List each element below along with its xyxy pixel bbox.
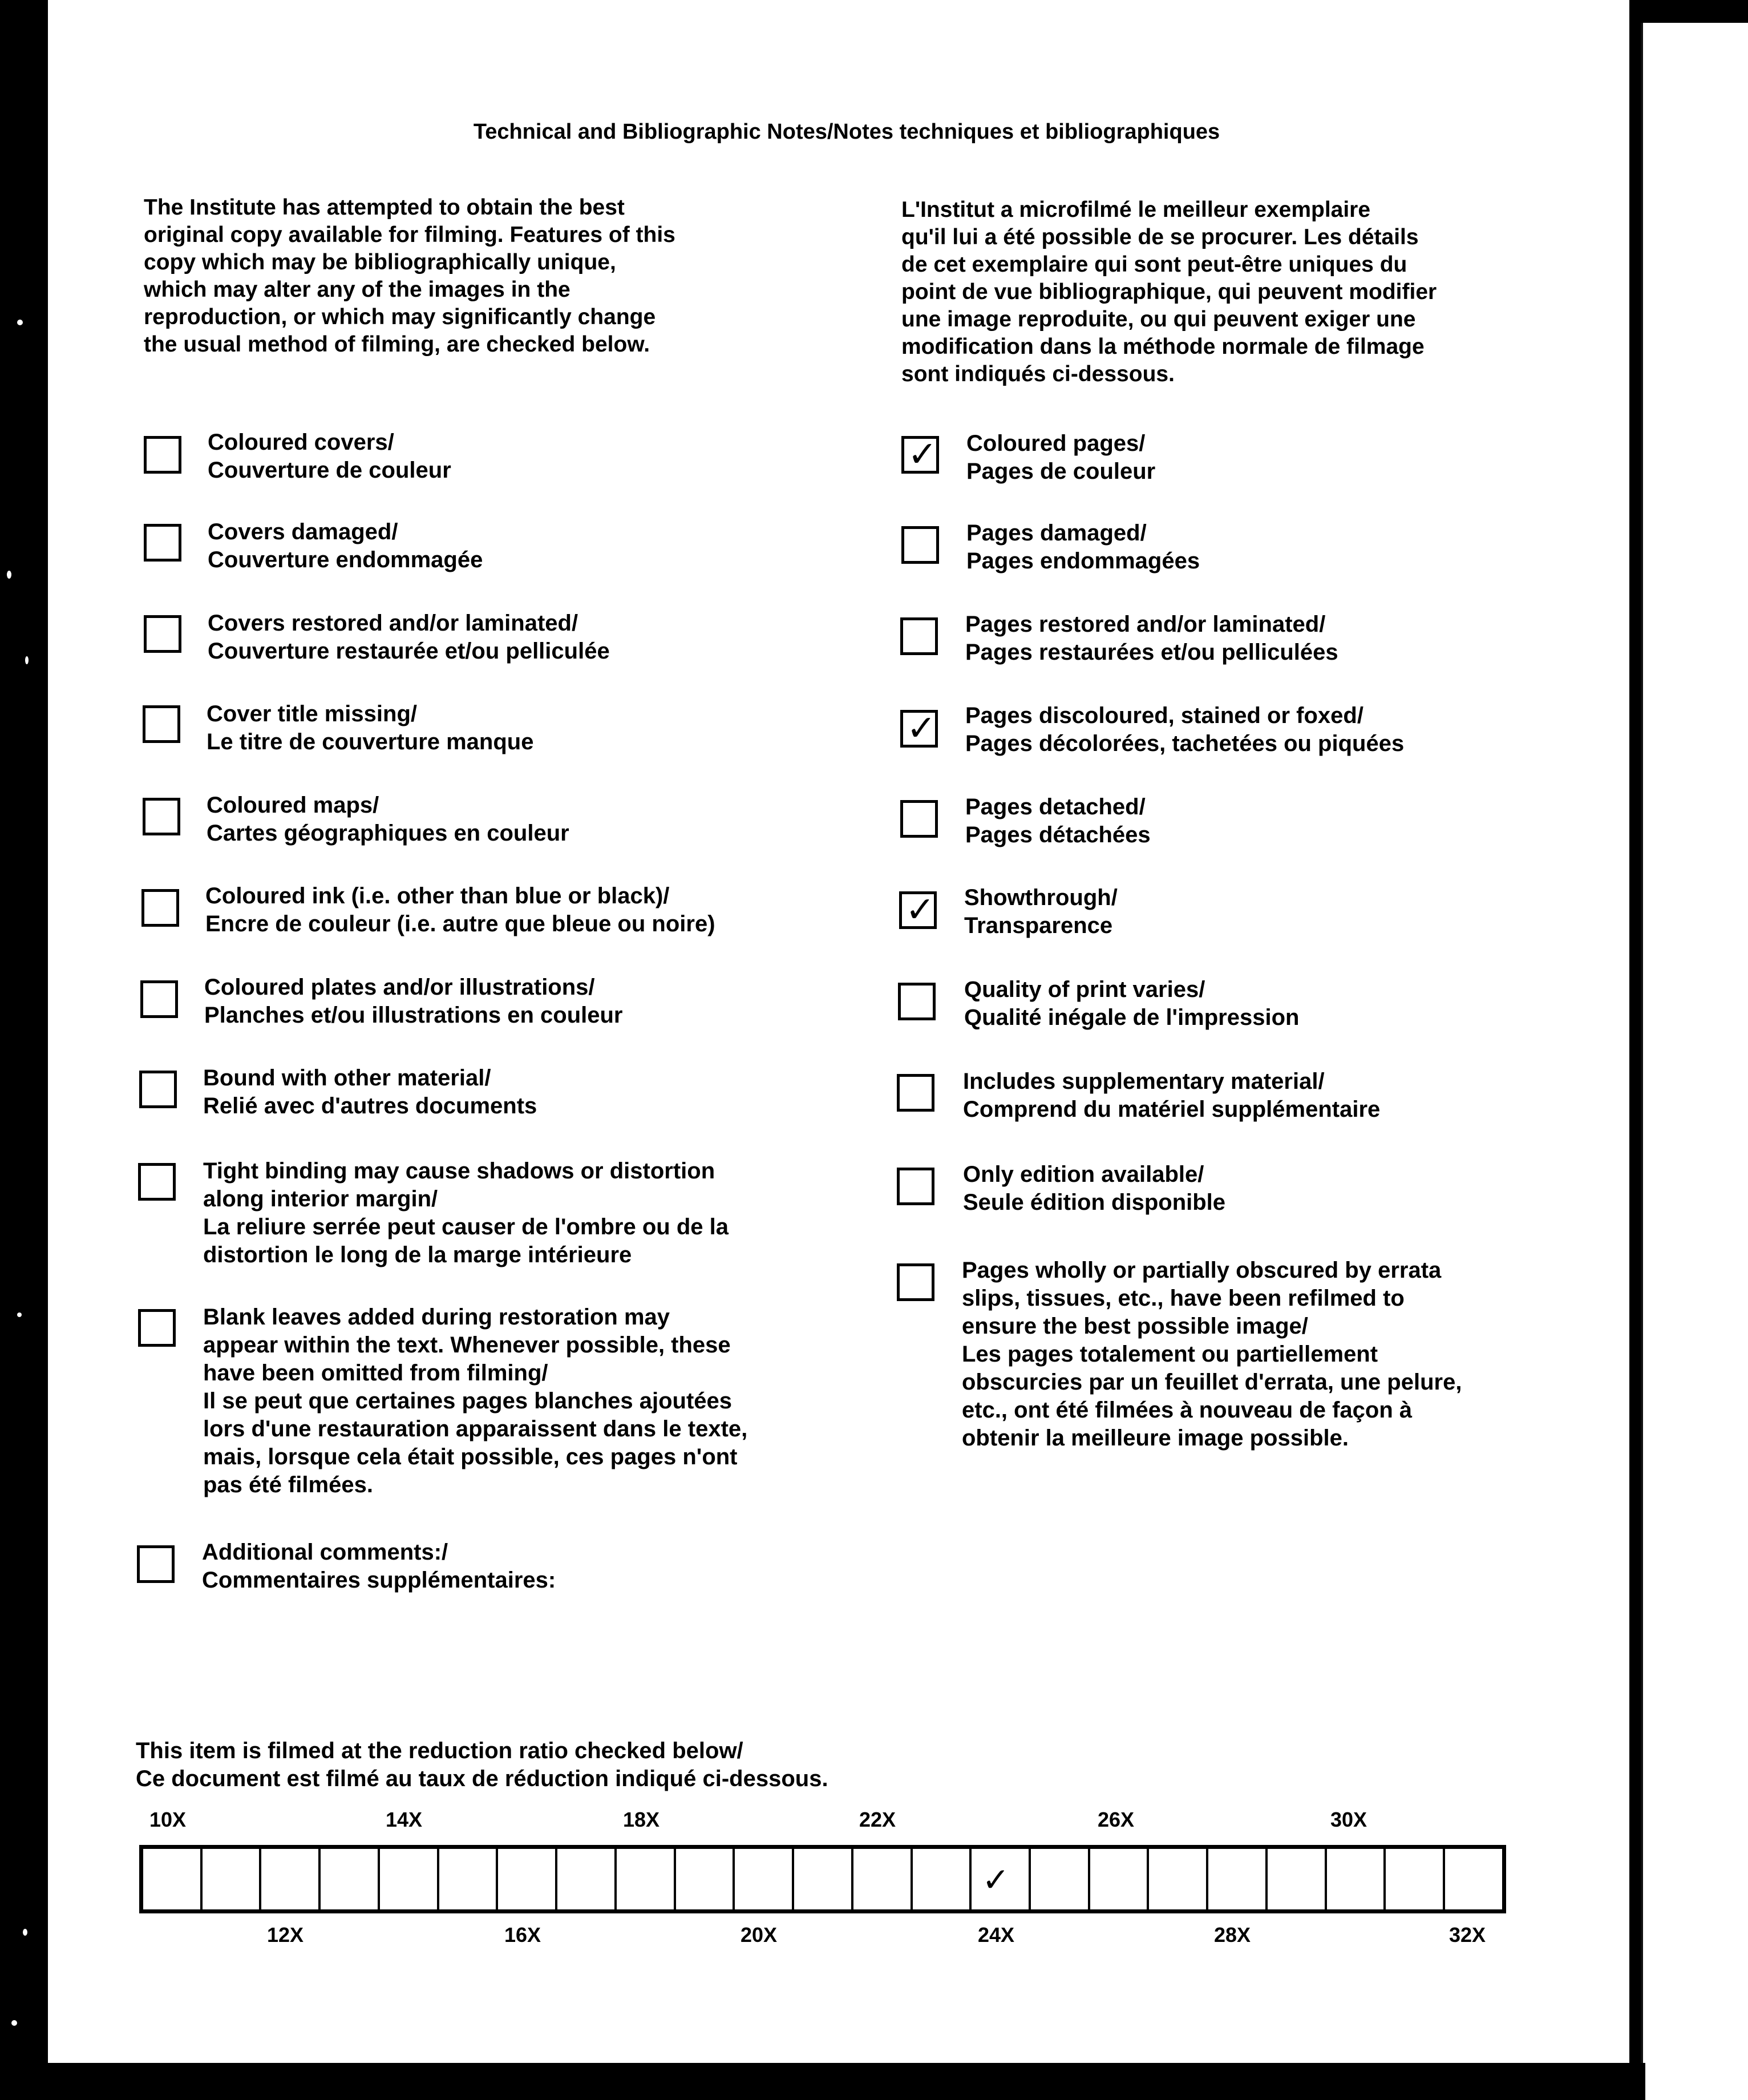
ratio-tick-bottom: 20X [741,1923,778,1946]
notes-page [48,0,1645,2063]
ratio-tick-top: 14X [386,1808,423,1831]
item-label: Coloured pages/ Pages de couleur [966,431,1156,484]
checkbox[interactable] [143,705,180,743]
item-label: Covers damaged/ Couverture endommagée [208,519,483,572]
ratio-cell[interactable] [853,1849,913,1909]
item-label: Only edition available/ Seule édition disponible [963,1162,1226,1215]
ratio-tick-bottom: 28X [1214,1923,1251,1946]
ratio-cell[interactable] [1445,1849,1502,1909]
reduction-ratio-label: This item is filmed at the reduction ratio checked below/ Ce document est filmé au taux de réduction indiqué ci-dessous. [136,1738,828,1791]
checkbox[interactable] [138,1309,176,1347]
intro-english: The Institute has attempted to obtain the best original copy available for filming. Features of this copy which may be bibliographically unique, which may alter any of the images in the reproduction, or which may significantly change the usual method of filming, are checked below. [144,195,675,357]
ratio-cell[interactable] [794,1849,853,1909]
item-label: Pages detached/ Pages détachées [965,794,1151,847]
checkbox[interactable] [899,891,937,929]
item-label: Showthrough/ Transparence [964,885,1118,938]
checkbox[interactable] [900,800,938,838]
checkbox[interactable] [901,526,939,564]
ratio-tick-top: 18X [623,1808,660,1831]
film-speck [11,2020,17,2026]
film-speck [17,320,23,325]
item-label: Blank leaves added during restoration may appear within the text. Whenever possible, these have been omitted from filming/ Il se peut que certaines pages blanches ajoutées lors d'une restauration apparaissent dans le texte, mais, lorsque cela était possible, ces pages n'ont pas été filmées. [203,1305,748,1497]
checkbox[interactable] [141,889,179,927]
ratio-cell[interactable] [261,1849,321,1909]
item-label: Coloured covers/ Couverture de couleur [208,430,451,483]
ratio-cell[interactable] [1268,1849,1327,1909]
item-label: Coloured plates and/or illustrations/ Planches et/ou illustrations en couleur [204,975,623,1028]
film-speck [7,571,11,579]
checkbox[interactable] [137,1545,175,1583]
ratio-cell[interactable] [380,1849,439,1909]
ratio-cell[interactable] [1090,1849,1150,1909]
item-label: Coloured maps/ Cartes géographiques en couleur [207,793,569,846]
checkbox[interactable] [144,615,181,653]
check-icon: ✓ [982,1860,1010,1899]
ratio-cell[interactable] [143,1849,203,1909]
item-label: Pages wholly or partially obscured by errata slips, tissues, etc., have been refilmed to ensure the best possible image/ Les pages totalement ou partiellement obscurcies par un feuillet d'errata, une pelure, etc., ont été filmées à nouveau de façon à obtenir la meilleure image possible. [962,1258,1462,1451]
ratio-cell[interactable] [913,1849,972,1909]
checkbox[interactable] [144,524,181,562]
ratio-tick-bottom: 12X [267,1923,304,1946]
item-label: Includes supplementary material/ Comprend du matériel supplémentaire [963,1069,1381,1122]
ratio-cell[interactable] [676,1849,735,1909]
ratio-cell[interactable] [203,1849,262,1909]
checkbox[interactable] [900,707,938,749]
ratio-cell[interactable] [617,1849,676,1909]
ratio-tick-top: 26X [1098,1808,1135,1831]
item-label: Additional comments:/ Commentaires supplémentaires: [202,1540,556,1593]
ratio-cell[interactable] [557,1849,617,1909]
check-icon: ✓ [908,433,937,475]
checkbox[interactable] [897,1074,934,1112]
checkbox[interactable] [143,798,180,835]
adjacent-page-edge [1641,23,1748,2100]
ratio-cell[interactable] [1208,1849,1268,1909]
item-label: Pages restored and/or laminated/ Pages restaurées et/ou pelliculées [965,612,1338,665]
intro-french: L'Institut a microfilmé le meilleur exemplaire qu'il lui a été possible de se procurer. Les détails de cet exemplaire qui sont peut-être uniques du point de vue bibliographique, qui peuvent modifier une image reproduite, ou qui peuvent exiger une modification dans la méthode normale de filmage sont indiqués ci-dessous. [901,197,1437,386]
ratio-cell[interactable] [321,1849,380,1909]
ratio-cell[interactable] [972,1849,1031,1909]
ratio-tick-bottom: 24X [978,1923,1015,1946]
item-label: Pages damaged/ Pages endommagées [966,520,1200,574]
ratio-tick-bottom: 16X [504,1923,541,1946]
film-speck [25,656,29,664]
film-speck [23,1929,27,1936]
check-icon: ✓ [905,889,935,930]
reduction-ratio-scale [139,1845,1506,1913]
checkbox[interactable] [138,1163,176,1201]
page-title: Technical and Bibliographic Notes/Notes techniques et bibliographiques [473,120,1220,144]
checkbox[interactable] [901,433,939,475]
ratio-tick-top: 10X [149,1808,187,1831]
item-label: Covers restored and/or laminated/ Couverture restaurée et/ou pelliculée [208,611,610,664]
ratio-cell[interactable] [735,1849,794,1909]
ratio-tick-bottom: 32X [1449,1923,1486,1946]
check-icon: ✓ [907,707,936,749]
checkbox[interactable] [900,617,938,655]
ratio-tick-top: 22X [859,1808,896,1831]
ratio-cell[interactable] [1031,1849,1090,1909]
item-label: Bound with other material/ Relié avec d'autres documents [203,1065,537,1118]
item-label: Coloured ink (i.e. other than blue or black)/ Encre de couleur (i.e. autre que bleue ou noire) [205,883,715,936]
ratio-cell[interactable] [439,1849,499,1909]
item-label: Quality of print varies/ Qualité inégale de l'impression [964,977,1300,1030]
ratio-tick-top: 30X [1330,1808,1367,1831]
ratio-cell[interactable] [1327,1849,1386,1909]
item-label: Tight binding may cause shadows or distortion along interior margin/ La reliure serrée peut causer de l'ombre ou de la distortion le long de la marge intérieure [203,1158,729,1267]
checkbox[interactable] [897,1263,934,1301]
ratio-cell[interactable] [1149,1849,1208,1909]
checkbox[interactable] [144,436,181,474]
ratio-cell[interactable] [1386,1849,1445,1909]
film-speck [17,1312,22,1317]
checkbox[interactable] [897,1168,934,1205]
checkbox[interactable] [139,1071,177,1108]
item-label: Cover title missing/ Le titre de couverture manque [207,701,534,754]
film-border-bottom [48,2063,1645,2100]
item-label: Pages discoloured, stained or foxed/ Pages décolorées, tachetées ou piquées [965,703,1405,756]
checkbox[interactable] [898,983,936,1020]
ratio-cell[interactable] [498,1849,557,1909]
checkbox[interactable] [140,980,178,1018]
